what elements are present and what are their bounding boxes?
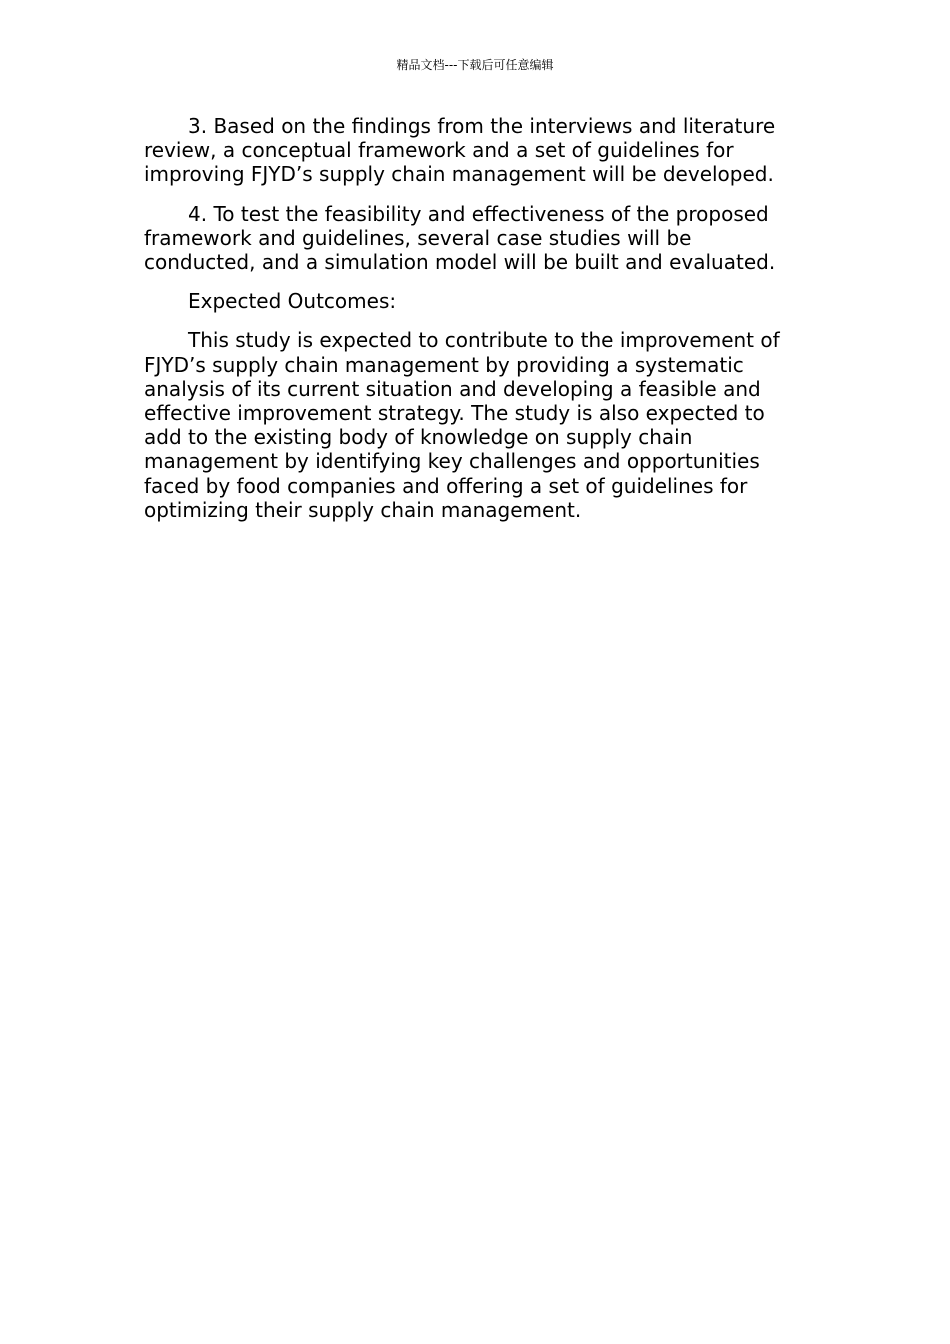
line: improving FJYD’s supply chain management will be developed. xyxy=(144,162,774,187)
line: 4. To test the feasibility and effectiveness of the proposed xyxy=(188,201,769,226)
line: framework and guidelines, several case studies will be xyxy=(144,225,692,250)
paragraph-step-4 xyxy=(144,202,808,275)
line: faced by food companies and offering a set of guidelines for xyxy=(144,473,748,498)
line: effective improvement strategy. The study is also expected to xyxy=(144,401,765,426)
line: conducted, and a simulation model will be built and evaluated. xyxy=(144,250,776,275)
line: add to the existing body of knowledge on supply chain xyxy=(144,425,693,450)
line: FJYD’s supply chain management by providing a systematic xyxy=(144,352,744,377)
section-heading-expected-outcomes xyxy=(144,289,808,313)
line: This study is expected to contribute to the improvement of xyxy=(188,328,780,353)
line: management by identifying key challenges and opportunities xyxy=(144,449,760,474)
page-header: 精品文档---下载后可任意编辑 xyxy=(396,58,554,72)
line: analysis of its current situation and developing a feasible and xyxy=(144,376,761,401)
line: 3. Based on the findings from the interviews and literature xyxy=(188,114,776,138)
line: review, a conceptual framework and a set of guidelines for xyxy=(144,138,734,163)
document-body xyxy=(144,114,808,537)
line: optimizing their supply chain management. xyxy=(144,497,582,522)
paragraph-expected-outcomes xyxy=(144,328,808,522)
line: Expected Outcomes: xyxy=(188,289,397,314)
paragraph-step-3 xyxy=(144,114,808,187)
